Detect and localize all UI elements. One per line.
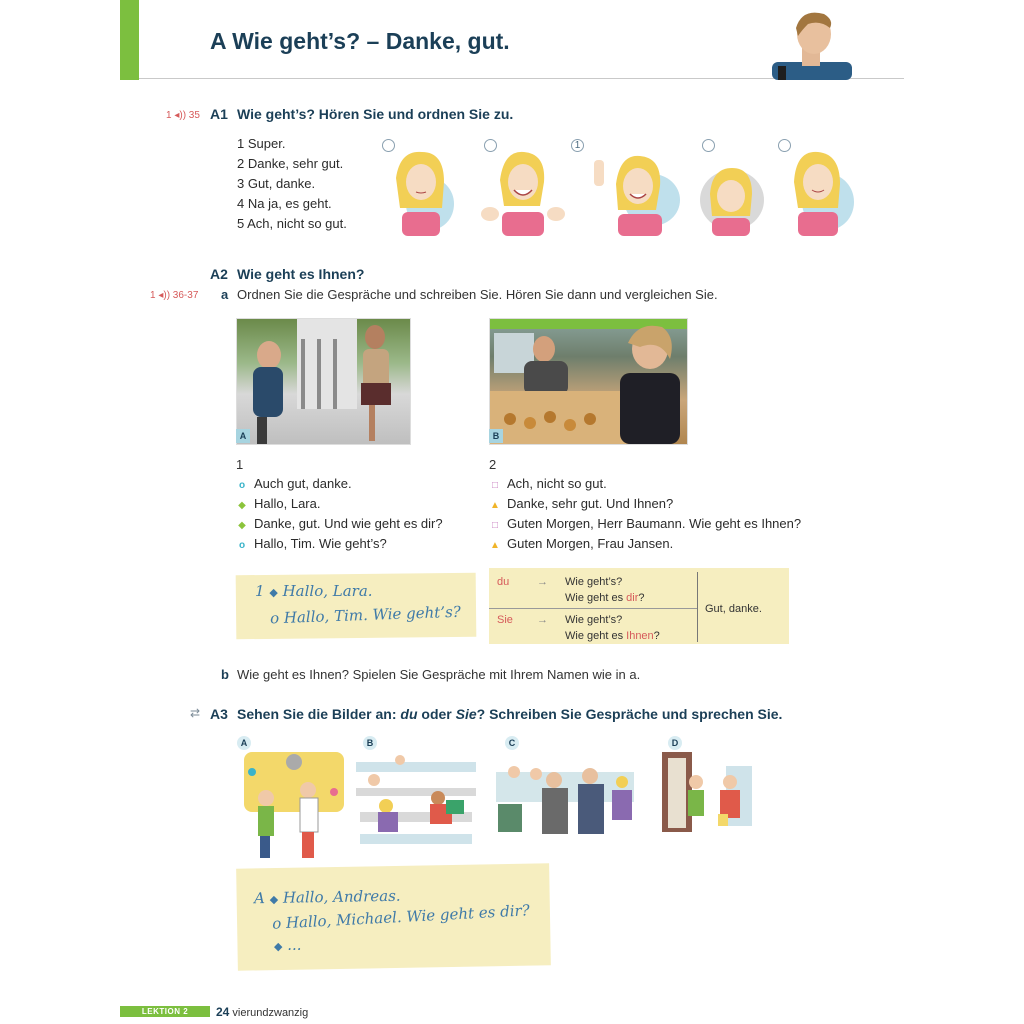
a3-note-letter: A [253, 889, 266, 908]
a3-note-line3 [274, 936, 302, 954]
dialog2-list [489, 474, 801, 554]
photo-a-scene [237, 319, 410, 444]
a3-instruction-pre: Sehen Sie die Bilder an: [237, 706, 401, 722]
a2-audio-track[interactable]: 1 ◂)) 36-37 [150, 290, 199, 301]
photo-b-bakery [489, 318, 688, 445]
grammar-sie-line2-pre: Wie geht es [565, 630, 627, 642]
a1-item: 5 Ach, nicht so gut. [237, 216, 347, 231]
triangle-bullet-icon: ▲ [490, 500, 500, 511]
a2-b-letter: b [221, 667, 229, 682]
grammar-du-line2-pre: Wie geht es [565, 592, 627, 604]
dialog2-line [489, 534, 801, 554]
dialog2-line-text: Ach, nicht so gut. [507, 476, 607, 491]
photo-b-scene [490, 319, 687, 444]
circle-bullet-icon: o [271, 914, 282, 933]
girl-illustration-1 [386, 148, 458, 236]
diamond-bullet-icon: ◆ [238, 520, 246, 531]
diamond-bullet-icon: ◆ [269, 586, 278, 599]
square-bullet-icon: □ [491, 480, 499, 491]
a1-answer-circle[interactable]: 1 [571, 139, 584, 152]
page-number-digits: 24 [216, 1005, 230, 1019]
diamond-bullet-icon: ◆ [238, 500, 246, 511]
a3-instruction [237, 706, 782, 722]
a3-note-text: ... [287, 936, 302, 954]
header-accent-bar [120, 0, 139, 80]
a3-illustration-party [244, 752, 344, 860]
partner-exchange-icon: ⇄ [190, 706, 201, 720]
a3-illustration-meeting [496, 752, 634, 840]
a3-number: A3 [210, 706, 228, 722]
a3-note-line1 [254, 887, 401, 908]
grammar-sie-line1: Wie geht’s? [565, 614, 623, 626]
diamond-bullet-icon: ◆ [269, 892, 279, 907]
a1-answer-circle[interactable] [702, 139, 715, 152]
circle-bullet-icon: o [238, 480, 246, 491]
dialog1-line [236, 514, 443, 534]
dialog2-line [489, 494, 801, 514]
a3-label-b: B [363, 736, 377, 750]
a3-instruction-post: ? Schreiben Sie Gespräche und sprechen Sie. [476, 706, 783, 722]
diamond-bullet-icon: ◆ [274, 940, 283, 953]
photo-b-label: B [489, 429, 503, 443]
triangle-bullet-icon: ▲ [490, 540, 500, 551]
dialog2-line-text: Danke, sehr gut. Und Ihnen? [507, 496, 674, 511]
a3-note-text: Hallo, Andreas. [282, 886, 401, 907]
page-number-word: vierundzwanzig [232, 1007, 309, 1019]
girl-illustration-3 [588, 150, 684, 236]
lesson-tag: LEKTION 2 [120, 1006, 210, 1017]
a1-item: 2 Danke, sehr gut. [237, 156, 344, 171]
a3-illustration-office [356, 752, 476, 848]
a3-label-d: D [668, 736, 682, 750]
grammar-sie-line2 [565, 630, 660, 642]
grammar-du-line1: Wie geht’s? [565, 576, 623, 588]
a3-label-c: C [505, 736, 519, 750]
a3-oder: oder [417, 706, 456, 722]
a2-number: A2 [210, 266, 228, 282]
a3-du: du [400, 706, 418, 722]
grammar-box [489, 568, 789, 644]
a1-instruction: Wie geht’s? Hören Sie und ordnen Sie zu. [237, 106, 514, 122]
girl-illustration-4 [696, 160, 766, 236]
dialog1-line [236, 494, 443, 514]
dialog2-line-text: Guten Morgen, Herr Baumann. Wie geht es Ihnen? [507, 516, 802, 531]
photo-a-label: A [236, 429, 250, 443]
a1-number: A1 [210, 106, 228, 122]
page-title: A Wie geht’s? – Danke, gut. [210, 28, 510, 54]
grammar-divider [489, 608, 697, 609]
a1-item: 4 Na ja, es geht. [237, 196, 332, 211]
dialog1-line [236, 474, 443, 494]
a3-label-a: A [237, 736, 251, 750]
grammar-bracket [697, 572, 698, 642]
dialog1-line-text: Hallo, Tim. Wie geht’s? [254, 536, 387, 551]
arrow-right-icon: → [537, 576, 548, 588]
grammar-answer: Gut, danke. [705, 603, 762, 615]
a3-illustration-doorway [654, 752, 762, 840]
a2-a-instruction: Ordnen Sie die Gespräche und schreiben Sie. Hören Sie dann und vergleichen Sie. [237, 287, 718, 302]
photo-a-greeting [236, 318, 411, 445]
a1-item: 3 Gut, danke. [237, 176, 316, 191]
dialog2-line-text: Guten Morgen, Frau Jansen. [507, 536, 674, 551]
a2-note-text: Hallo, Tim. Wie geht’s? [283, 602, 462, 627]
dialog1-list [236, 474, 443, 554]
page-number [216, 1005, 308, 1019]
square-bullet-icon: □ [491, 520, 499, 531]
header-student-photo [772, 8, 852, 80]
grammar-sie-label: Sie [497, 614, 513, 626]
dialog1-line-text: Hallo, Lara. [254, 496, 321, 511]
grammar-du-label: du [497, 576, 510, 588]
grammar-sie-line2-post: ? [653, 630, 660, 642]
a3-sie: Sie [455, 706, 477, 722]
dialog2-line [489, 514, 801, 534]
a1-item: 1 Super. [237, 136, 286, 151]
a1-audio-track[interactable]: 1 ◂)) 35 [166, 110, 200, 121]
circle-bullet-icon: o [238, 540, 246, 551]
circle-bullet-icon: o [269, 609, 280, 628]
grammar-du-line2 [565, 592, 645, 604]
grammar-du-line2-post: ? [638, 592, 645, 604]
a2-a-letter: a [221, 287, 229, 302]
arrow-right-icon: → [537, 614, 548, 626]
girl-illustration-5 [780, 148, 856, 236]
a3-note-text: Hallo, Michael. Wie geht es dir? [285, 901, 531, 933]
dialog2-number: 2 [489, 457, 497, 472]
a1-answer-list [237, 134, 347, 234]
grammar-du-highlight: dir [626, 592, 639, 604]
dialog1-number: 1 [236, 457, 244, 472]
a2-note-line1 [255, 582, 373, 600]
a2-note-num: 1 [255, 582, 265, 600]
dialog1-line [236, 534, 443, 554]
grammar-sie-highlight: Ihnen [626, 630, 654, 642]
a2-title: Wie geht es Ihnen? [237, 266, 365, 282]
dialog1-line-text: Auch gut, danke. [254, 476, 352, 491]
a2-b-instruction: Wie geht es Ihnen? Spielen Sie Gespräche mit Ihrem Namen wie in a. [237, 667, 641, 682]
dialog1-line-text: Danke, gut. Und wie geht es dir? [254, 516, 443, 531]
dialog2-line [489, 474, 801, 494]
a2-note-text: Hallo, Lara. [282, 582, 373, 600]
girl-illustration-2 [478, 150, 568, 236]
